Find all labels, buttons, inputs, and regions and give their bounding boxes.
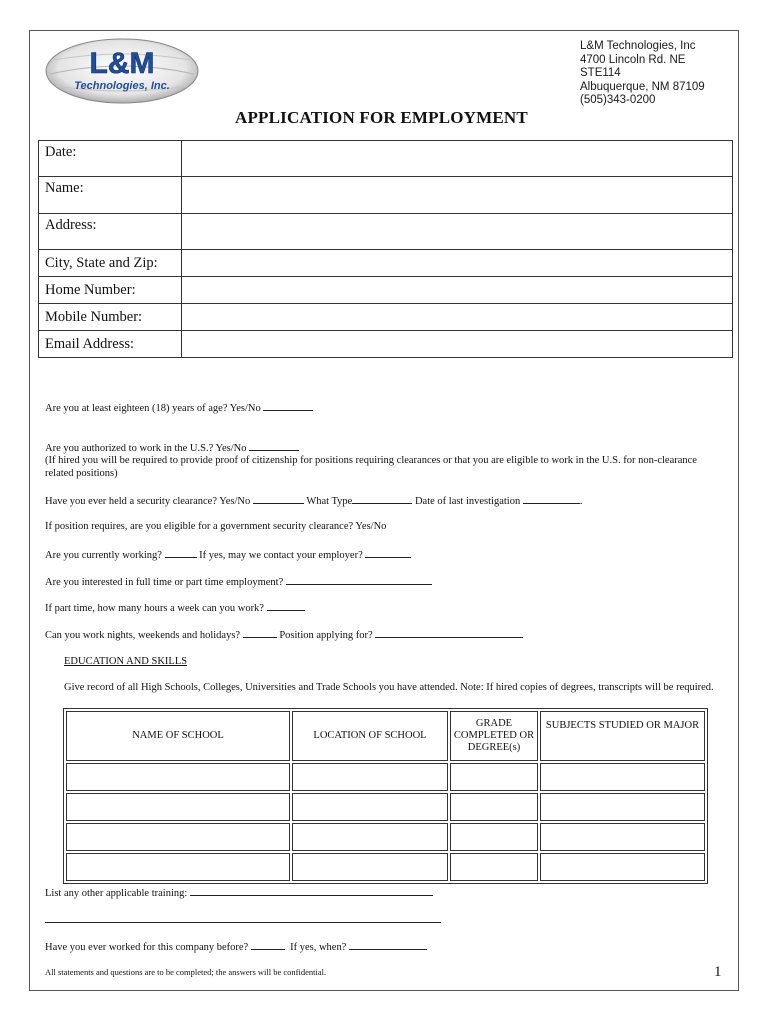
- grade-input[interactable]: [451, 854, 537, 880]
- field-label: Address:: [39, 214, 182, 250]
- logo-brand-text: L&M: [89, 47, 155, 80]
- table-row: [66, 763, 705, 791]
- company-line: 4700 Lincoln Rd. NE: [580, 53, 686, 66]
- column-header: LOCATION OF SCHOOL: [292, 711, 448, 761]
- company-line: STE114: [580, 67, 621, 80]
- subjects-input[interactable]: [541, 854, 704, 880]
- question-authorized: [45, 441, 299, 456]
- school-location-input[interactable]: [293, 794, 447, 820]
- subjects-input[interactable]: [541, 794, 704, 820]
- question-working: [45, 548, 411, 563]
- address-field-cell[interactable]: [182, 214, 733, 250]
- grade-cell[interactable]: [450, 793, 538, 821]
- table-row: [39, 177, 733, 214]
- question-age: [45, 401, 313, 416]
- table-row: [66, 793, 705, 821]
- name-field[interactable]: [182, 186, 732, 204]
- question-nights: [45, 628, 523, 643]
- question-full-part: [45, 575, 432, 590]
- education-heading: EDUCATION AND SKILLS: [64, 656, 188, 667]
- field-label: Date:: [39, 141, 182, 177]
- investigation-date-blank[interactable]: [523, 494, 580, 504]
- table-row: [39, 141, 733, 177]
- school-location-input[interactable]: [293, 854, 447, 880]
- document-title: APPLICATION FOR EMPLOYMENT: [235, 108, 528, 127]
- hours-answer-blank[interactable]: [267, 601, 305, 611]
- company-line: (505)343-0200: [580, 94, 656, 107]
- school-name-input[interactable]: [67, 854, 289, 880]
- education-table: [63, 708, 708, 884]
- footer-note: All statements and questions are to be completed; the answers will be confidential.: [45, 967, 327, 977]
- period-text: .: [579, 496, 583, 507]
- home-number-field[interactable]: [182, 281, 732, 299]
- field-label: City, State and Zip:: [39, 250, 182, 277]
- working-answer-blank[interactable]: [165, 548, 197, 558]
- question-text: Are you currently working?: [45, 550, 162, 561]
- clearance-type-blank[interactable]: [352, 494, 412, 504]
- column-header: SUBJECTS STUDIED OR MAJOR: [540, 711, 705, 761]
- question-text: If part time, how many hours a week can you work?: [45, 603, 264, 614]
- table-row: [39, 331, 733, 358]
- table-row: [39, 277, 733, 304]
- school-name-input[interactable]: [67, 794, 289, 820]
- other-training-question: [45, 886, 433, 901]
- other-training-line: [45, 913, 441, 928]
- age-answer-blank[interactable]: [263, 401, 313, 411]
- school-location-input[interactable]: [293, 824, 447, 850]
- question-text: If yes, may we contact your employer?: [199, 550, 363, 561]
- date-field-cell[interactable]: [182, 141, 733, 177]
- field-label: Home Number:: [39, 277, 182, 304]
- school-name-cell[interactable]: [66, 763, 290, 791]
- school-name-input[interactable]: [67, 764, 289, 790]
- school-location-cell[interactable]: [292, 823, 448, 851]
- when-blank[interactable]: [349, 940, 427, 950]
- company-line: Albuquerque, NM 87109: [580, 80, 705, 93]
- question-text: Position applying for?: [279, 630, 373, 641]
- worked-before-blank[interactable]: [251, 940, 285, 950]
- grade-cell[interactable]: [450, 763, 538, 791]
- field-label: Name:: [39, 177, 182, 214]
- grade-input[interactable]: [451, 764, 537, 790]
- city-state-zip-field[interactable]: [182, 254, 732, 272]
- city-state-zip-field-cell[interactable]: [182, 250, 733, 277]
- school-name-input[interactable]: [67, 824, 289, 850]
- position-answer-blank[interactable]: [375, 628, 523, 638]
- home-number-field-cell[interactable]: [182, 277, 733, 304]
- school-name-cell[interactable]: [66, 853, 290, 881]
- subjects-cell[interactable]: [540, 853, 705, 881]
- question-text: List any other applicable training:: [45, 888, 188, 899]
- question-text: What Type: [306, 496, 353, 507]
- authorized-answer-blank[interactable]: [249, 441, 299, 451]
- address-field[interactable]: [182, 223, 732, 241]
- question-text: Are you at least eighteen (18) years of age? Yes/No: [45, 403, 261, 414]
- table-row: [39, 304, 733, 331]
- table-row: [66, 823, 705, 851]
- other-training-blank-2[interactable]: [45, 913, 441, 923]
- question-text: If yes, when?: [290, 942, 347, 953]
- worked-before-question: [45, 940, 427, 955]
- question-text: Are you interested in full time or part time employment?: [45, 577, 284, 588]
- subjects-input[interactable]: [541, 824, 704, 850]
- company-address: [580, 40, 705, 108]
- company-line: L&M Technologies, Inc: [580, 40, 696, 52]
- school-name-cell[interactable]: [66, 793, 290, 821]
- question-text: Date of last investigation: [414, 496, 521, 507]
- name-field-cell[interactable]: [182, 177, 733, 214]
- school-location-cell[interactable]: [292, 793, 448, 821]
- subjects-cell[interactable]: [540, 793, 705, 821]
- mobile-number-field[interactable]: [182, 308, 732, 326]
- subjects-input[interactable]: [541, 764, 704, 790]
- company-logo: [44, 38, 200, 104]
- subjects-cell[interactable]: [540, 763, 705, 791]
- column-header: NAME OF SCHOOL: [66, 711, 290, 761]
- contact-employer-blank[interactable]: [365, 548, 411, 558]
- grade-cell[interactable]: [450, 853, 538, 881]
- logo-sub-text: Technologies, Inc.: [74, 80, 170, 92]
- table-header-row: [66, 711, 705, 761]
- nights-answer-blank[interactable]: [243, 628, 277, 638]
- question-text: Are you authorized to work in the U.S.? Yes/No: [45, 443, 247, 454]
- grade-input[interactable]: [451, 794, 537, 820]
- question-hours: [45, 601, 305, 616]
- email-field-cell[interactable]: [182, 331, 733, 358]
- school-name-cell[interactable]: [66, 823, 290, 851]
- grade-cell[interactable]: [450, 823, 538, 851]
- education-note: Give record of all High Schools, Colleges, Universities and Trade Schools you have attended. Note: If hired copies of degrees, transcripts will be required.: [64, 682, 714, 693]
- field-label: Mobile Number:: [39, 304, 182, 331]
- full-part-answer-blank[interactable]: [286, 575, 432, 585]
- table-row: [66, 853, 705, 881]
- question-clearance-held: [45, 494, 582, 509]
- question-text: Have you ever held a security clearance? Yes/No: [45, 496, 251, 507]
- question-text: Have you ever worked for this company before?: [45, 942, 249, 953]
- field-label: Email Address:: [39, 331, 182, 358]
- table-row: [39, 250, 733, 277]
- school-location-input[interactable]: [293, 764, 447, 790]
- subjects-cell[interactable]: [540, 823, 705, 851]
- email-field[interactable]: [182, 335, 732, 353]
- grade-input[interactable]: [451, 824, 537, 850]
- question-text: Can you work nights, weekends and holidays?: [45, 630, 241, 641]
- applicant-info-table: [38, 140, 733, 358]
- other-training-blank[interactable]: [190, 886, 433, 896]
- school-location-cell[interactable]: [292, 763, 448, 791]
- school-location-cell[interactable]: [292, 853, 448, 881]
- mobile-number-field-cell[interactable]: [182, 304, 733, 331]
- date-field[interactable]: [182, 150, 732, 168]
- column-header: GRADE COMPLETED OR DEGREE(s): [450, 711, 538, 761]
- authorized-note: (If hired you will be required to provide proof of citizenship for positions requiring clearances or that you are eligible to work in the U.S. for non-clearance related positions): [45, 455, 697, 479]
- question-eligible: If position requires, are you eligible for a government security clearance? Yes/No: [45, 521, 387, 532]
- clearance-answer-blank[interactable]: [253, 494, 304, 504]
- table-row: [39, 214, 733, 250]
- page-number: 1: [714, 964, 722, 980]
